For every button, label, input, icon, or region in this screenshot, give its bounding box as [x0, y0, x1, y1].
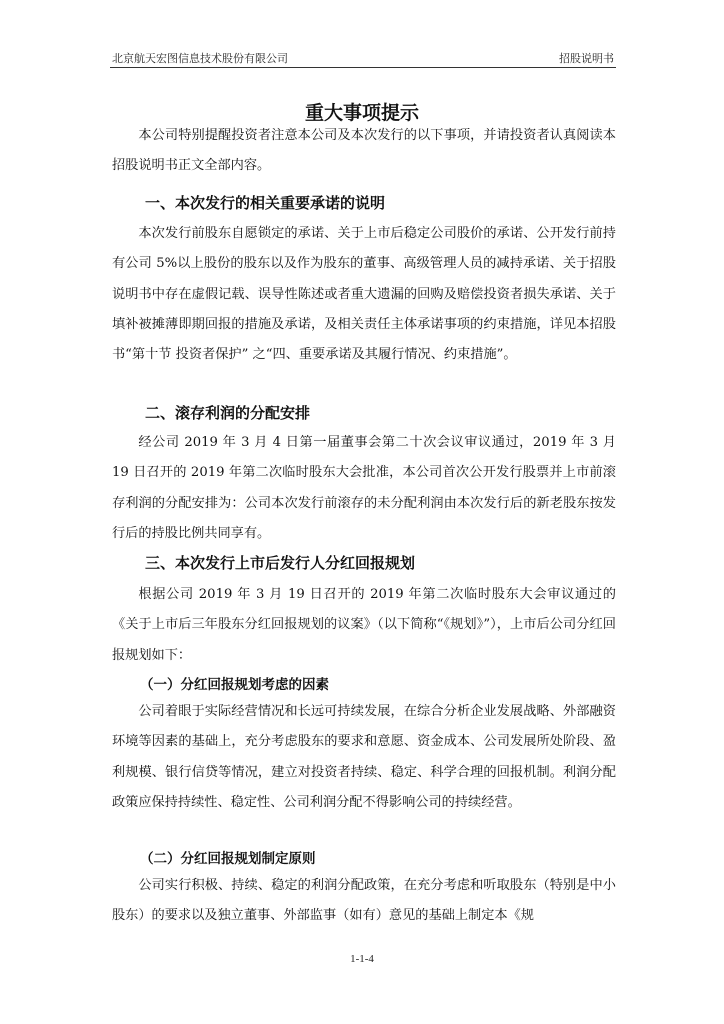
page-number: 1-1-4: [350, 953, 374, 965]
subsection-2-heading: （二）分红回报规划制定原则: [140, 851, 316, 867]
section-1-body: 本次发行前股东自愿锁定的承诺、关于上市后稳定公司股价的承诺、公开发行前持有公司 5%以上股份的股东以及作为股东的董事、高级管理人员的减持承诺、关于招股说明书中存在虚假记载、误导性陈述或者重大遗漏的回购及赔偿投资者损失承诺、关于填补被摊薄即期回报的措施及承诺，及相关责任主体承诺事项的约束措施，详见本招股书“第十节 投资者保护” 之“四、重要承诺及其履行情况、约束措施”。: [112, 226, 616, 363]
subsection-1-body: 公司着眼于实际经营情况和长远可持续发展，在综合分析企业发展战略、外部融资环境等因素的基础上，充分考虑股东的要求和意愿、资金成本、公司发展所处阶段、盈利规模、银行信贷等情况，建立对投资者持续、稳定、科学合理的回报机制。利润分配政策应保持持续性、稳定性、公司利润分配不得影响公司的持续经营。: [112, 704, 616, 810]
section-2-heading: 二、滚存利润的分配安排: [145, 404, 311, 422]
header-company: 北京航天宏图信息技术股份有限公司: [112, 52, 288, 65]
section-2-body: 经公司 2019 年 3 月 4 日第一届董事会第二十次会议审议通过，2019 年 3 月 19 日召开的 2019 年第二次临时股东大会批准，本公司首次公开发行股票并上市前滚存利润的分配安排为：公司本次发行前滚存的未分配利润由本次发行后的新老股东按发行后的持股比例共同享有。: [112, 435, 616, 541]
header-divider: [110, 67, 616, 68]
header-doc-type: 招股说明书: [559, 52, 614, 65]
subsection-1-heading: （一）分红回报规划考虑的因素: [140, 677, 329, 693]
page-title: 重大事项提示: [304, 102, 419, 124]
subsection-2-body: 公司实行积极、持续、稳定的利润分配政策，在充分考虑和听取股东（特别是中小股东）的要求以及独立董事、外部监事（如有）意见的基础上制定本《规: [112, 878, 616, 924]
intro-paragraph: 本公司特别提醒投资者注意本公司及本次发行的以下事项，并请投资者认真阅读本招股说明书正文全部内容。: [112, 128, 616, 174]
section-3-body: 根据公司 2019 年 3 月 19 日召开的 2019 年第二次临时股东大会审议通过的《关于上市后三年股东分红回报规划的议案》（以下简称“《规划》”），上市后公司分红回报规划如下：: [112, 587, 616, 663]
section-1-heading: 一、本次发行的相关重要承诺的说明: [145, 194, 386, 212]
section-3-heading: 三、本次发行上市后发行人分红回报规划: [145, 554, 416, 572]
